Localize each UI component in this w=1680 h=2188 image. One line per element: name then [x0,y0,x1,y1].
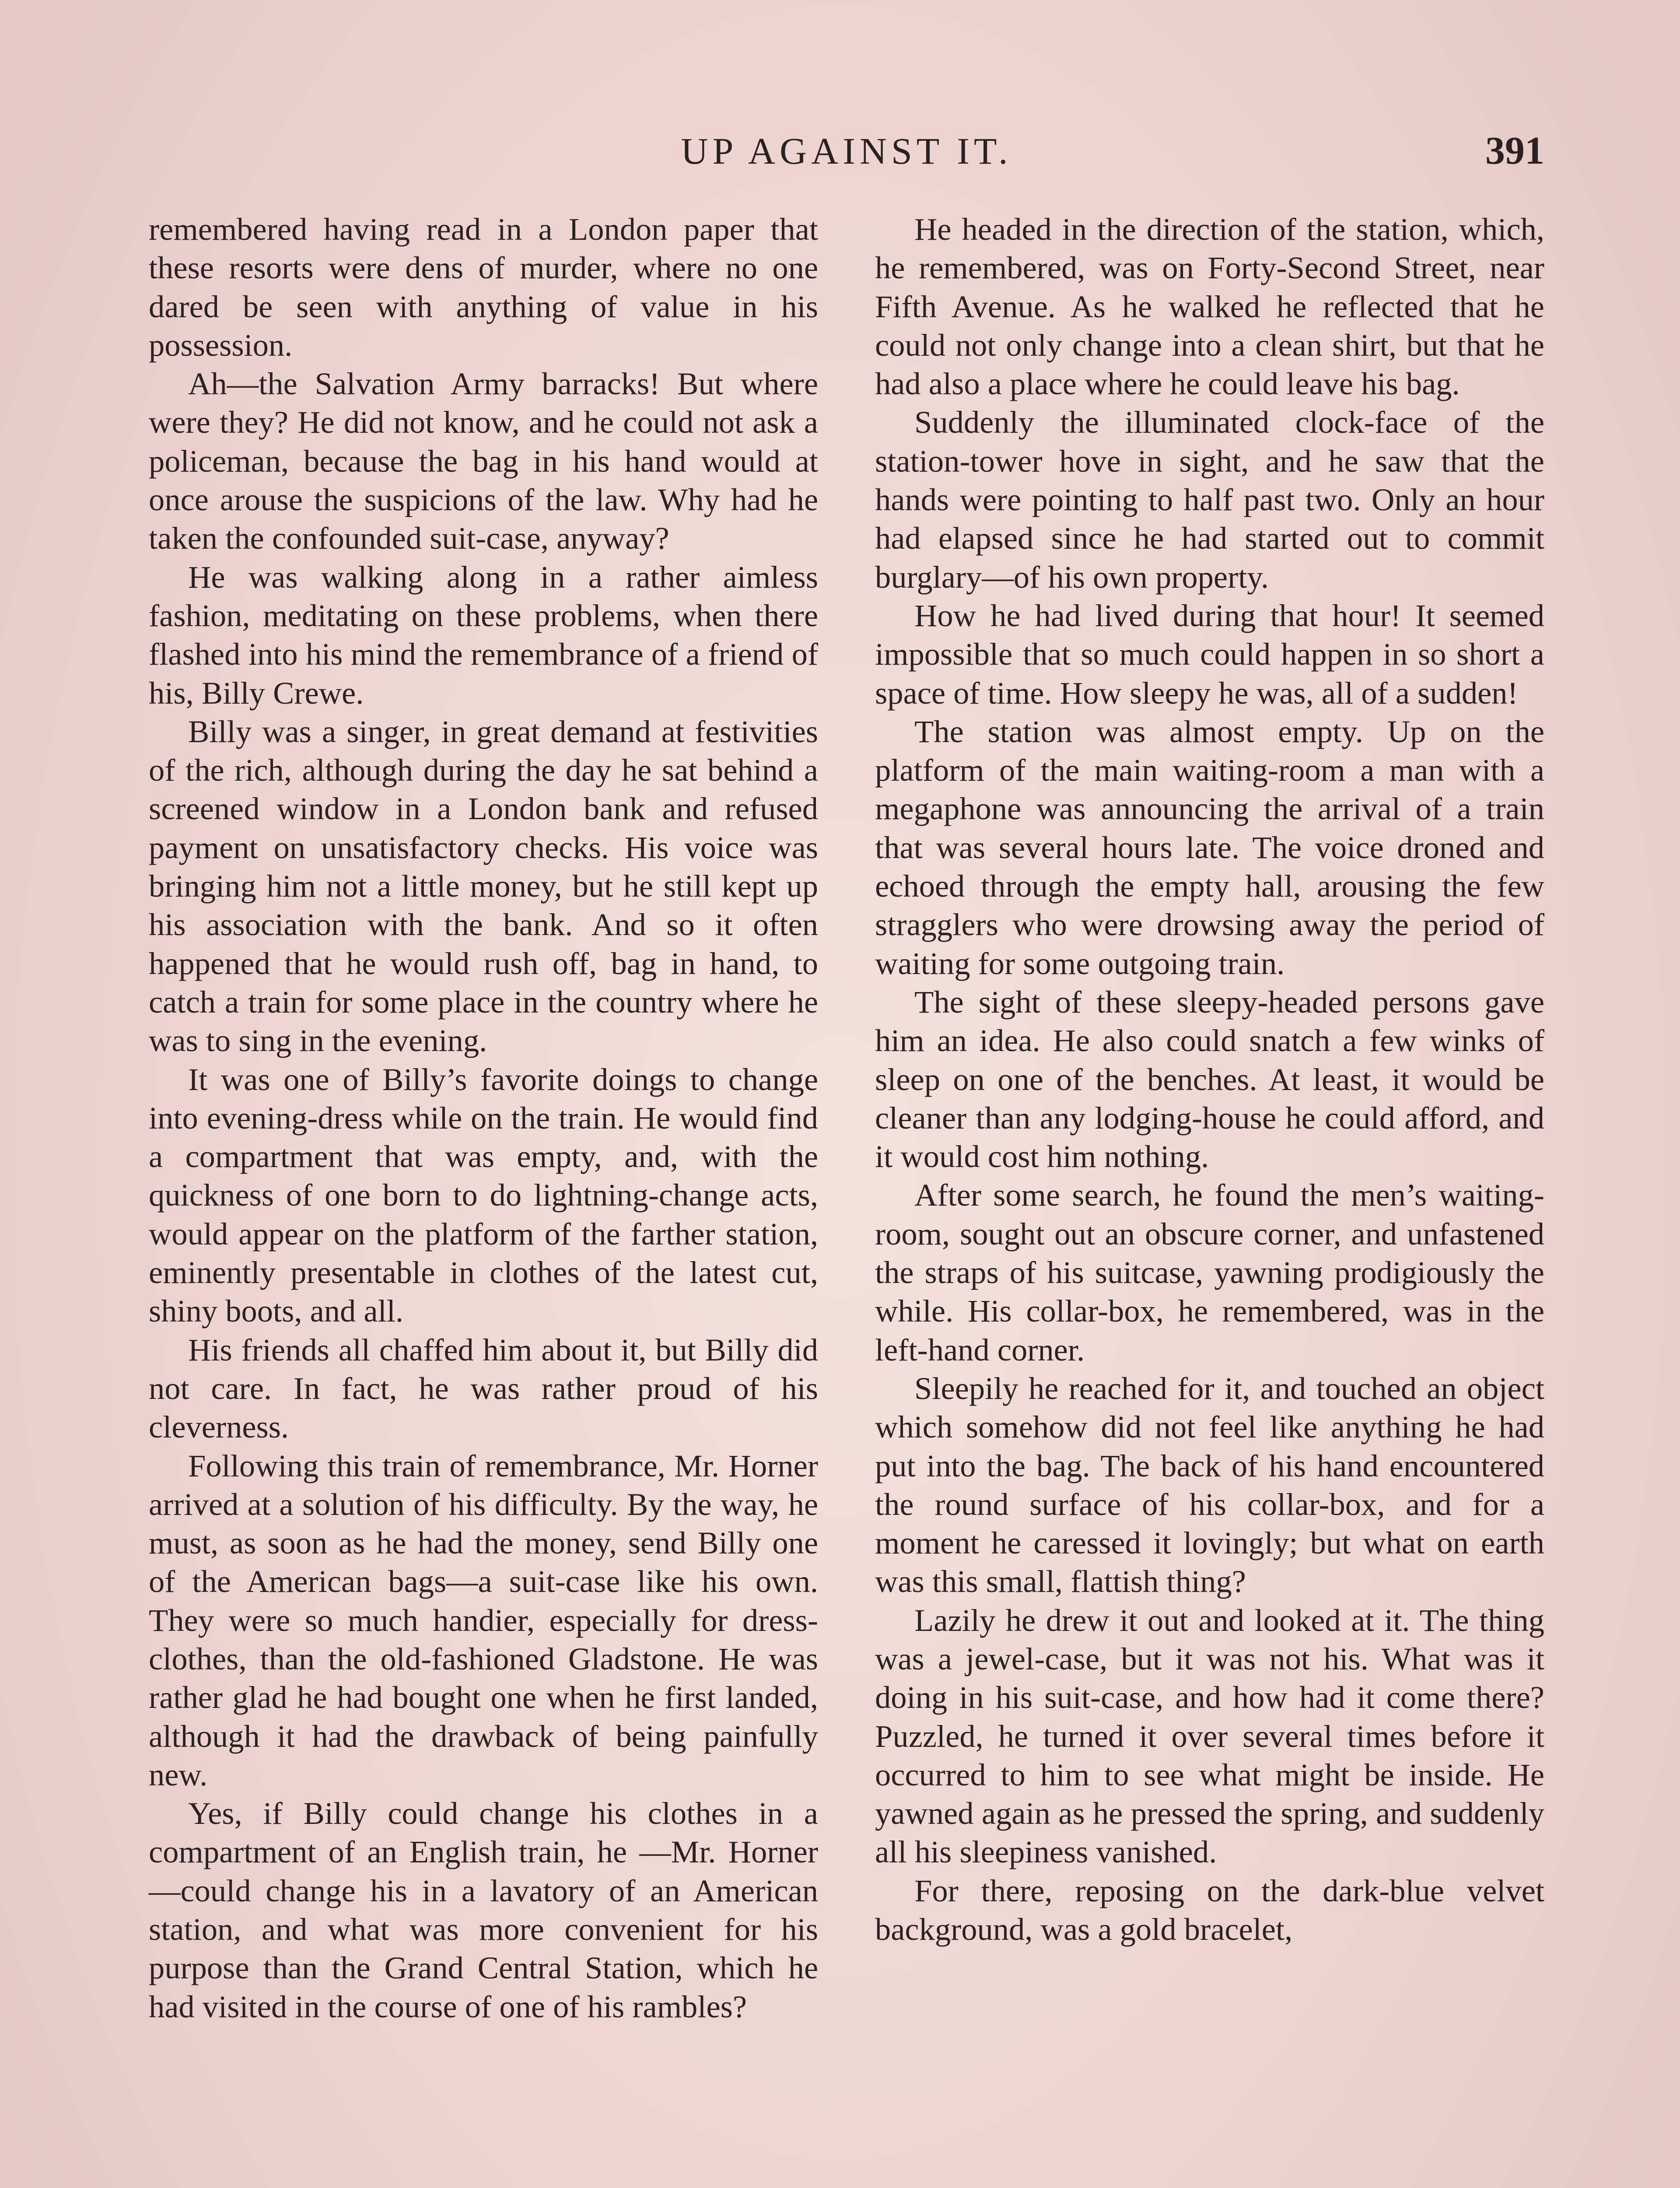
paragraph: Yes, if Billy could change his clothes in a compartment of an English train, he —Mr. Horner—could change his in a lavatory of an American station, and what was more convenient for his purpose than the Grand Central Station, which he had visited in the course of one of his rambles? [149,1795,818,2024]
paragraph: Sleepily he reached for it, and touched an object which somehow did not feel like anything he had put into the bag. The back of his hand encountered the round surface of his collar-box, and for a moment he caressed it lovingly; but what on earth was this small, flattish thing? [875,1370,1544,1599]
paragraph: His friends all chaffed him about it, but Billy did not care. In fact, he was rather proud of his cleverness. [149,1332,818,1445]
paragraph: For there, reposing on the dark-blue velvet background, was a gold bracelet, [875,1872,1544,1947]
body-text [149,210,1544,2026]
paragraph: Billy was a singer, in great demand at festivities of the rich, although during the day he sat behind a screened window in a London bank and refused payment on unsatisfactory checks. His voice was bringing him not a little money, but he still kept up his association with the bank. And so it often happened that he would rush off, bag in hand, to catch a train for some place in the country where he was to sing in the evening. [149,713,818,1059]
left-column [149,210,818,2026]
page-header [149,125,1544,190]
paragraph: Suddenly the illuminated clock-face of the station-tower hove in sight, and he saw that the hands were pointing to half past two. Only an hour had elapsed since he had started out to commit burglary—of his own property. [875,404,1544,595]
paragraph: remembered having read in a London paper that these resorts were dens of murder, where no one dared be seen with anything of value in his possession. [149,211,818,363]
paragraph: How he had lived during that hour! It seemed impossible that so much could happen in so short a space of time. How sleepy he was, all of a sudden! [875,597,1544,711]
paragraph: Following this train of remembrance, Mr. Horner arrived at a solution of his difficulty. By the way, he must, as soon as he had the money, send Billy one of the American bags—a suit-case like his own. They were so much handier, especially for dress-clothes, than the old-fashioned Gladstone. He was rather glad he had bought one when he first landed, although it had the drawback of being painfully new. [149,1448,818,1792]
paragraph: He was walking along in a rather aimless fashion, meditating on these problems, when there flashed into his mind the remembrance of a friend of his, Billy Crewe. [149,559,818,711]
paragraph: The station was almost empty. Up on the platform of the main waiting-room a man with a megaphone was announcing the arrival of a train that was several hours late. The voice droned and echoed through the empty hall, arousing the few stragglers who were drowsing away the period of waiting for some outgoing train. [875,713,1544,981]
right-column [875,210,1544,2026]
page-number: 391 [1485,129,1544,172]
paragraph: The sight of these sleepy-headed persons gave him an idea. He also could snatch a few winks of sleep on one of the benches. At least, it would be cleaner than any lodging-house he could afford, and it would cost him nothing. [875,984,1544,1175]
paragraph: It was one of Billy’s favorite doings to change into evening-dress while on the train. He would find a compartment that was empty, and, with the quickness of one born to do lightning-change acts, would appear on the platform of the farther station, eminently presentable in clothes of the latest cut, shiny boots, and all. [149,1061,818,1329]
paragraph: After some search, he found the men’s waiting-room, sought out an obscure corner, and unfastened the straps of his suitcase, yawning prodigiously the while. His collar-box, he remembered, was in the left-hand corner. [875,1177,1544,1368]
paragraph: Ah—the Salvation Army barracks! But where were they? He did not know, and he could not ask a policeman, because the bag in his hand would at once arouse the suspicions of the law. Why had he taken the confounded suit-case, anyway? [149,366,818,556]
running-title: UP AGAINST IT. [681,130,1012,172]
paragraph: He headed in the direction of the station, which, he remembered, was on Forty-Second Street, near Fifth Avenue. As he walked he reflected that he could not only change into a clean shirt, but that he had also a place where he could leave his bag. [875,211,1544,402]
paragraph: Lazily he drew it out and looked at it. The thing was a jewel-case, but it was not his. What was it doing in his suit-case, and how had it come there? Puzzled, he turned it over several times before it occurred to him to see what might be inside. He yawned again as he pressed the spring, and suddenly all his sleepiness vanished. [875,1602,1544,1870]
